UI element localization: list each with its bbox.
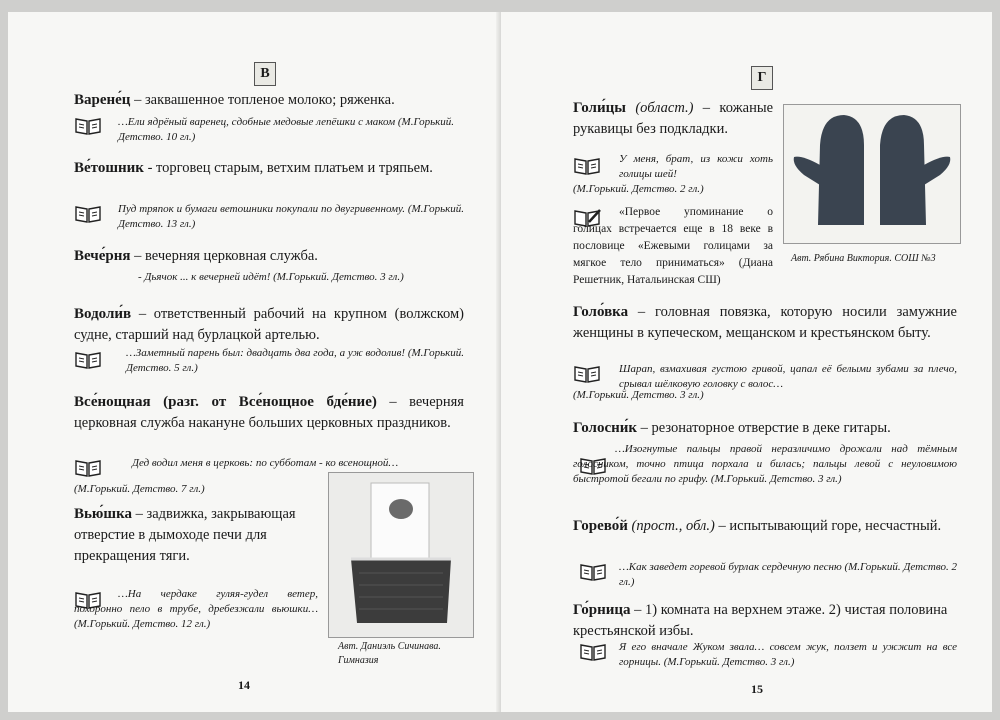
open-book-icon xyxy=(74,458,102,478)
definition: – задвижка, закрывающая отверстие в дымоходе печи для прекращения тяги. xyxy=(74,506,296,564)
definition: – вечерняя церковная служба. xyxy=(130,248,318,264)
entry-golosnik xyxy=(573,418,957,439)
headword: Голосни́к xyxy=(573,420,638,436)
quote: …Как заведет горевой бурлак сердечную песню (М.Горький. Детство. 2 гл.) xyxy=(619,561,958,588)
quote: Дед водил меня в церковь: по субботам - ко всенощной… xyxy=(132,457,399,469)
open-book-icon xyxy=(579,642,607,662)
quote-reference: (М.Горький. Детство. 2 гл.) xyxy=(573,183,704,195)
quote: - Дьячок ... к вечерней идёт! (М.Горький. Детство. 3 гл.) xyxy=(138,271,404,283)
photo-caption: Авт. Даниэль Сичинава. Гимназия xyxy=(338,641,441,666)
entry-varenets xyxy=(74,90,474,111)
open-book-icon xyxy=(74,350,102,370)
definition: – головная повязка, которую носили замужние женщины в купеческом, мещанском и крестьянском быту. xyxy=(573,304,957,341)
entry-vechernya xyxy=(74,246,464,267)
headword: Вече́рня xyxy=(74,248,131,264)
definition: – резонаторное отверстие в деке гитары. xyxy=(637,420,891,436)
entry-vyushka xyxy=(74,504,318,567)
definition: – вечерняя церковная служба накануне больших церковных праздников. xyxy=(74,394,464,431)
note: «Первое упоминание о голицах встречается еще в 18 веке в пословице «Ежевыми голицами за мягкое тело приниматься» (Диана Решетник, Натальинская СШ) xyxy=(573,206,773,286)
entry-golovka xyxy=(573,302,957,344)
entry-vodoliv xyxy=(74,304,464,346)
page-number: 15 xyxy=(751,682,763,696)
headword: Варене́ц xyxy=(74,92,131,108)
definition: – ответственный рабочий на крупном (волжском) судне, старший над бурлацкой артелью. xyxy=(74,306,464,343)
letter-badge: В xyxy=(254,62,276,86)
quote: Я его вначале Жуком звала… совсем жук, ползет и ужжит на все горницы. (М.Горький. Детство. 3 гл.) xyxy=(619,641,957,668)
headword: Голо́вка xyxy=(573,304,629,320)
photo-golitsy xyxy=(783,104,961,244)
headword: Голи́цы xyxy=(573,100,626,116)
headword: Ве́тошник xyxy=(74,160,144,176)
letter-badge: Г xyxy=(751,66,773,90)
definition: – 1) комната на верхнем этаже. 2) чистая половина крестьянской избы. xyxy=(573,602,948,639)
quote-reference: (М.Горький. Детство. 3 гл.) xyxy=(573,389,704,401)
open-book-icon xyxy=(74,204,102,224)
headword: Вью́шка xyxy=(74,506,132,522)
quote: …Ели ядрёный варенец, сдобные медовые лепёшки с маком (М.Горький. Детство. 10 гл.) xyxy=(118,116,455,143)
entry-gornitsa xyxy=(573,600,957,642)
right-page xyxy=(501,12,992,712)
open-book-icon xyxy=(579,562,607,582)
leather-mittens-illustration xyxy=(784,105,960,243)
definition: – заквашенное топленое молоко; ряженка. xyxy=(130,92,395,108)
definition: – испытывающий горе, несчастный. xyxy=(714,518,942,534)
headword: Горево́й xyxy=(573,518,628,534)
left-page xyxy=(8,12,501,712)
entry-vsenoshchnaya xyxy=(74,392,464,434)
open-book-icon xyxy=(573,156,601,176)
entry-vetoshnik xyxy=(74,158,464,179)
definition: - торговец старым, ветхим платьем и тряпьем. xyxy=(143,160,433,176)
page-number: 14 xyxy=(238,678,250,692)
quote: …Заметный парень был: двадцать два года, а уж водолив! (М.Горький. Детство. 5 гл.) xyxy=(126,347,464,374)
usage-label: (област.) xyxy=(635,100,694,116)
entry-gorevoy xyxy=(573,516,957,537)
definition: – кожаные рукавицы без подкладки. xyxy=(573,100,774,137)
stove-damper-illustration xyxy=(329,473,473,637)
quote: У меня, брат, из кожи хоть голицы шей! xyxy=(619,153,773,180)
entry-golitsy xyxy=(573,98,773,140)
headword: Водоли́в xyxy=(74,306,132,322)
open-book-icon xyxy=(74,116,102,136)
open-book-icon xyxy=(573,364,601,384)
quote: …Изогнутые пальцы правой неразличимо дрожали над тёмным голосником, точно птица порхала и билась; пальцы левой с неуловимою быстротой бегали по грифу. (М.Горький. Детство. 3 гл.) xyxy=(573,443,957,485)
headword: Го́рница xyxy=(573,602,631,618)
usage-label: (прост., обл.) xyxy=(631,518,715,534)
photo-vyushka xyxy=(328,472,474,638)
quote: Пуд тряпок и бумаги ветошники покупали по двугривенному. (М.Горький. Детство. 13 гл.) xyxy=(118,203,464,230)
photo-caption: Авт. Рябина Виктория. СОШ №3 xyxy=(791,253,936,264)
quote-reference: (М.Горький. Детство. 7 гл.) xyxy=(74,483,205,495)
headword: Все́нощная (разг. от Все́нощное бде́ние) xyxy=(74,394,377,410)
quote: Шарап, взмахивая густою гривой, цапал её белыми зубами за плечо, срывал шёлковую головку с волос… xyxy=(619,363,957,390)
quote: …На чердаке гуляя-гудел ветер, похоронно пело в трубе, дребезжали вьюшки… (М.Горький. Детство. 12 гл.) xyxy=(74,588,318,630)
